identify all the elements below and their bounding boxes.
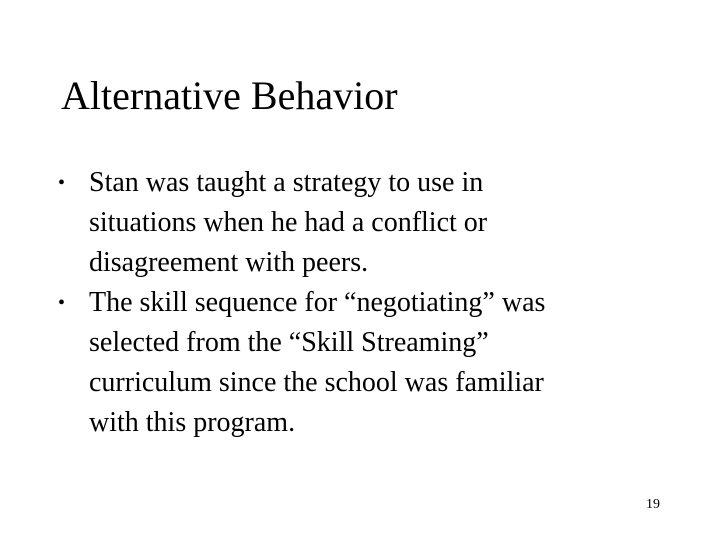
bullet-line: Stan was taught a strategy to use in xyxy=(89,167,484,198)
bullet-line: curriculum since the school was familiar xyxy=(89,367,544,398)
bullet-line: selected from the “Skill Streaming” xyxy=(89,327,489,358)
bullet-item xyxy=(58,163,658,283)
bullet-icon: • xyxy=(58,292,66,314)
bullet-line: situations when he had a conflict or xyxy=(89,207,488,238)
bullet-line: with this program. xyxy=(89,407,296,438)
bullet-line: The skill sequence for “negotiating” was xyxy=(89,287,546,318)
slide-title: Alternative Behavior xyxy=(61,73,398,118)
bullet-list xyxy=(58,163,658,443)
bullet-icon: • xyxy=(58,172,66,194)
page-number: 19 xyxy=(646,497,660,512)
bullet-line: disagreement with peers. xyxy=(89,247,369,278)
bullet-item xyxy=(58,283,658,443)
